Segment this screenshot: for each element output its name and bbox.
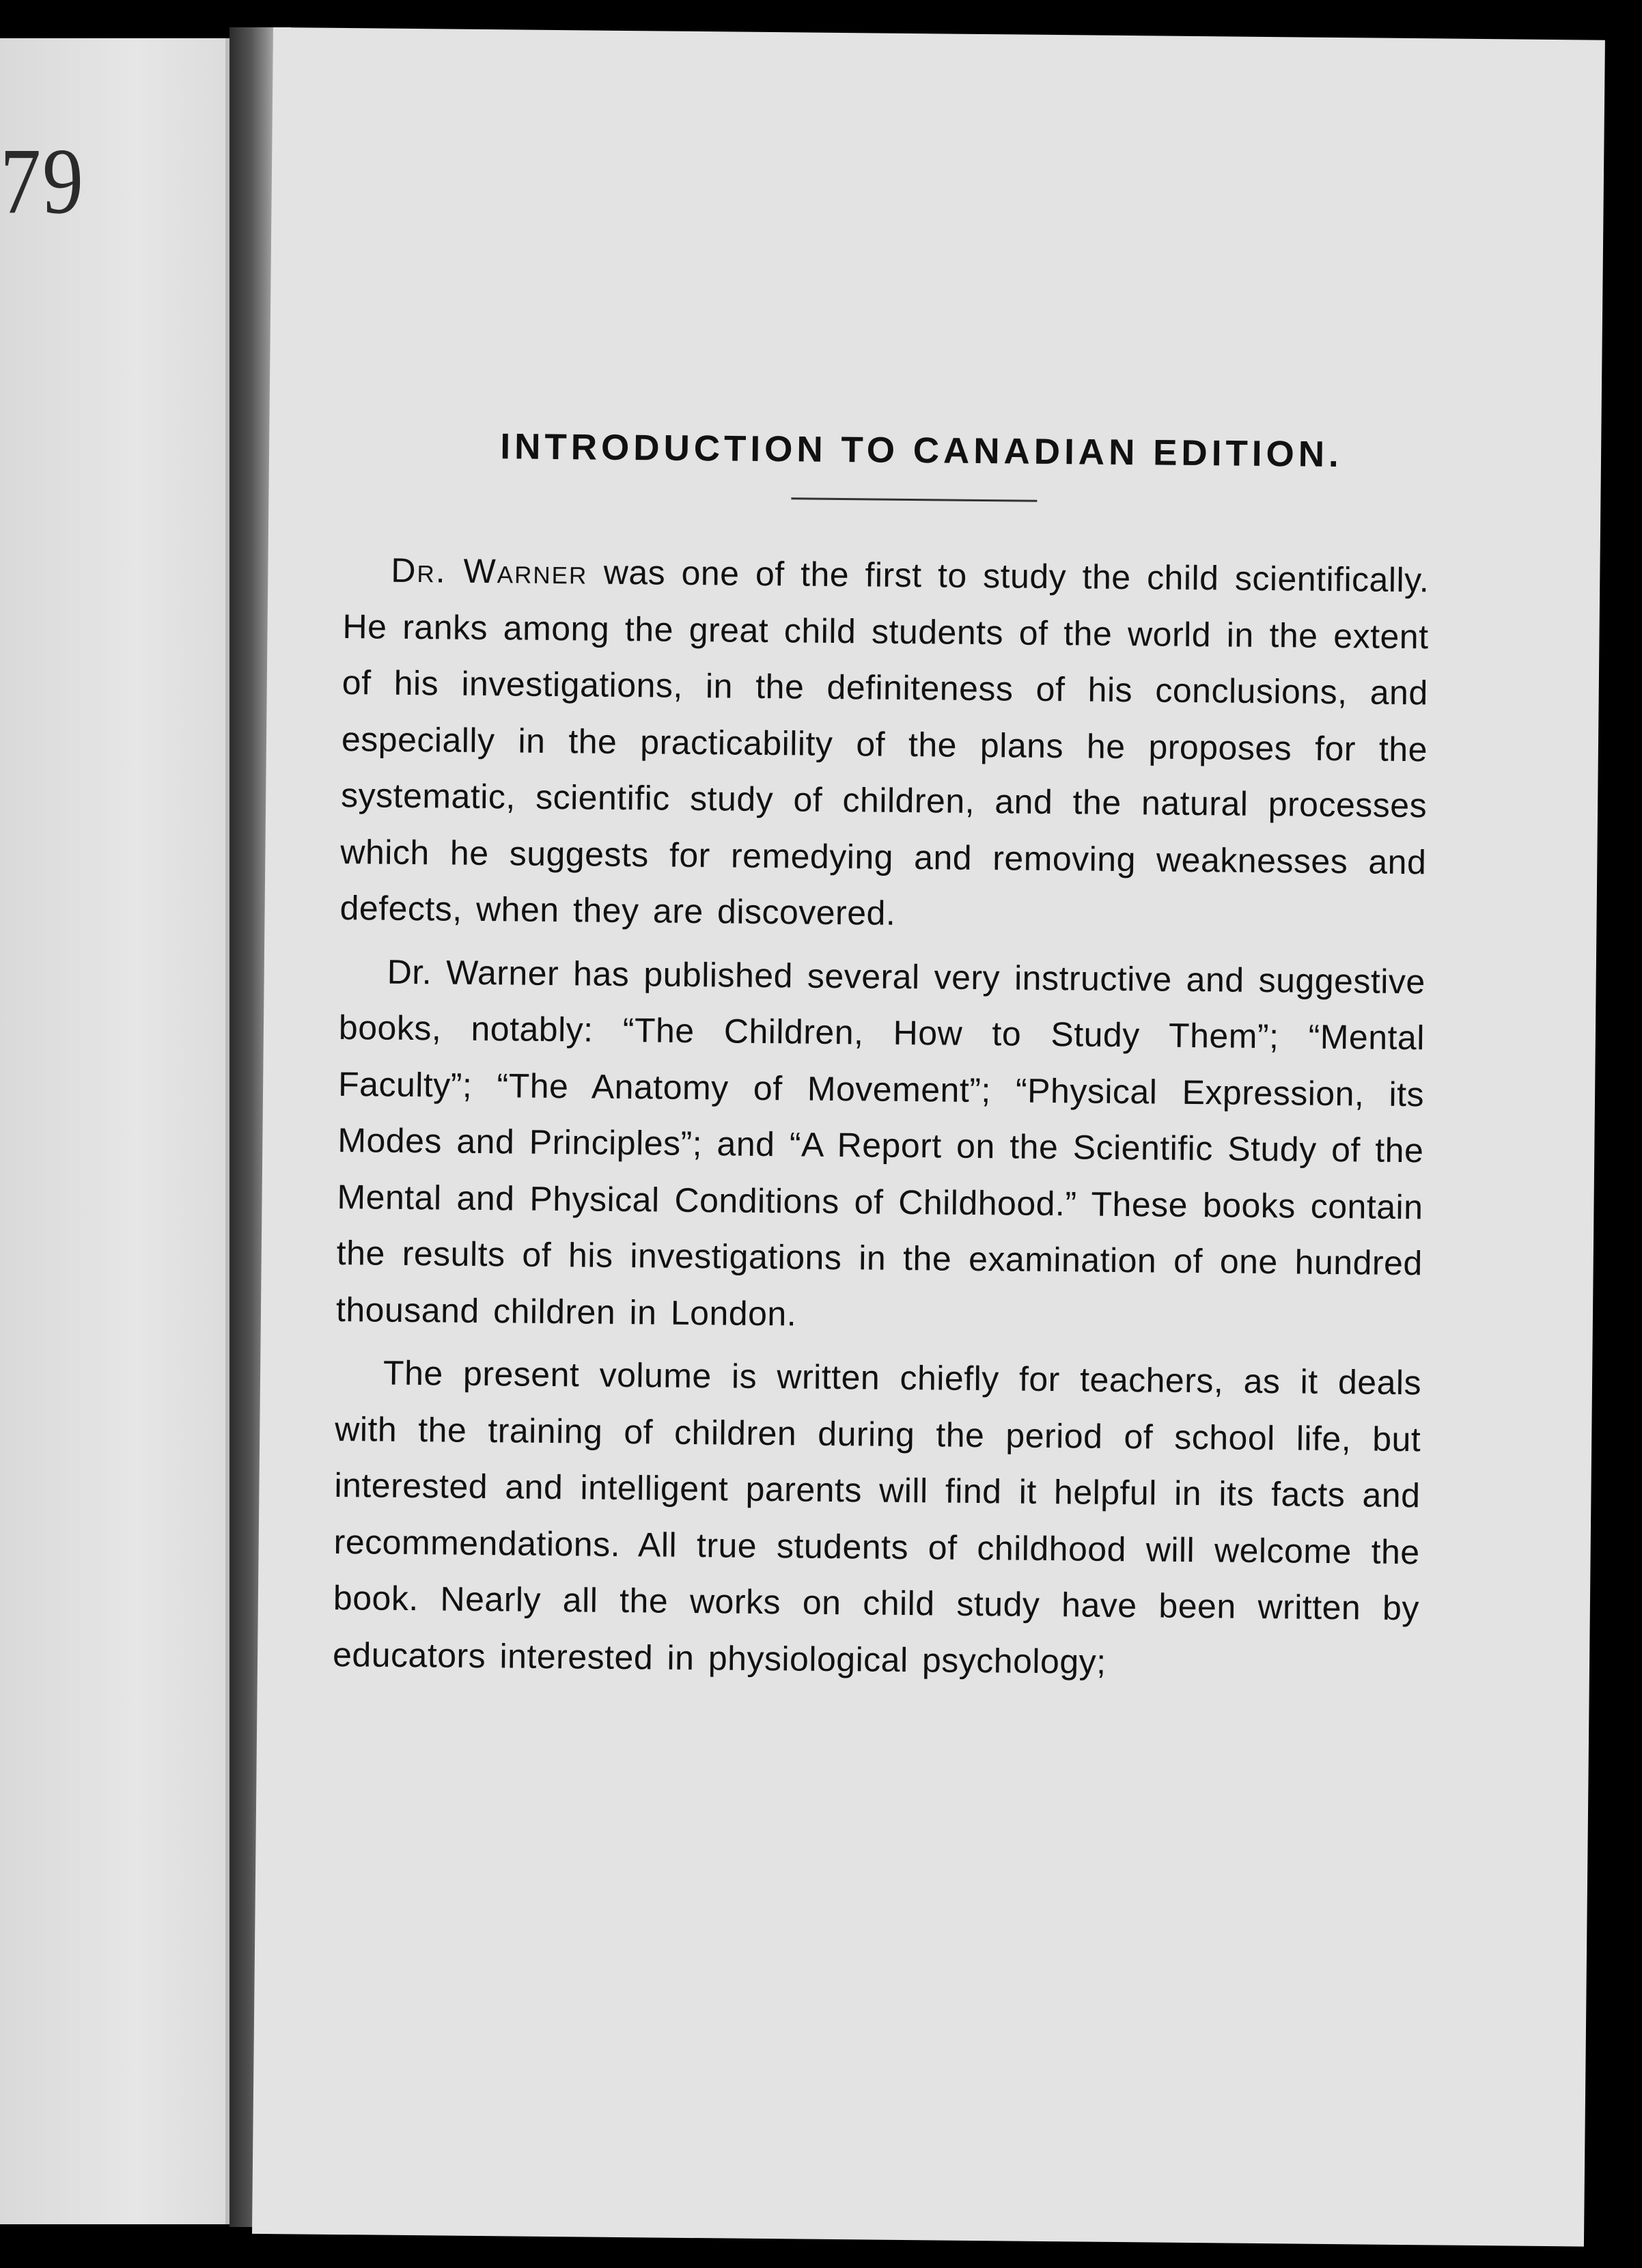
page-text-block — [333, 424, 1431, 1693]
paragraph-1 — [339, 542, 1429, 947]
paragraph-2-text: Dr. Warner has published several very instructive and suggestive books, notably: “The Children, How to Study Them”; “Mental Faculty”; “The Anatomy of Movement”; “Physical Expression, its Modes and Principles”; and “A Report on the Scientific Study of the Mental and Physical Conditions of Childhood.” These books contain the results of his investigations in the examination of one hundred thousand children in London. — [335, 952, 1425, 1333]
book-page — [252, 27, 1605, 2247]
author-name-small-caps: Dr. Warner — [391, 551, 588, 592]
paragraph-3-text: The present volume is written chiefly for teachers, as it deals with the training of children during the period of school life, but interested and intelligent parents will find it helpful in its facts and recommendations. All true students of childhood will welcome the book. Nearly all the works on child study have been written by educators interested in physiological psychology; — [332, 1353, 1422, 1681]
heading-rule — [791, 497, 1037, 501]
paragraph-2 — [336, 943, 1425, 1348]
paragraph-3 — [333, 1344, 1422, 1693]
paragraph-1-text: was one of the first to study the child scientifically. He ranks among the great child students of the world in the extent of his investigations, in the definiteness of his conclusions, and especially in the practicability of the plans he proposes for the systematic, scientific study of children, and the natural processes which he suggests for remedying and removing weaknesses and defects, when they are discovered. — [339, 553, 1430, 932]
left-page-number: 79 — [0, 128, 85, 234]
left-facing-page — [0, 38, 225, 2224]
page-heading: INTRODUCTION TO CANADIAN EDITION. — [500, 426, 1344, 475]
